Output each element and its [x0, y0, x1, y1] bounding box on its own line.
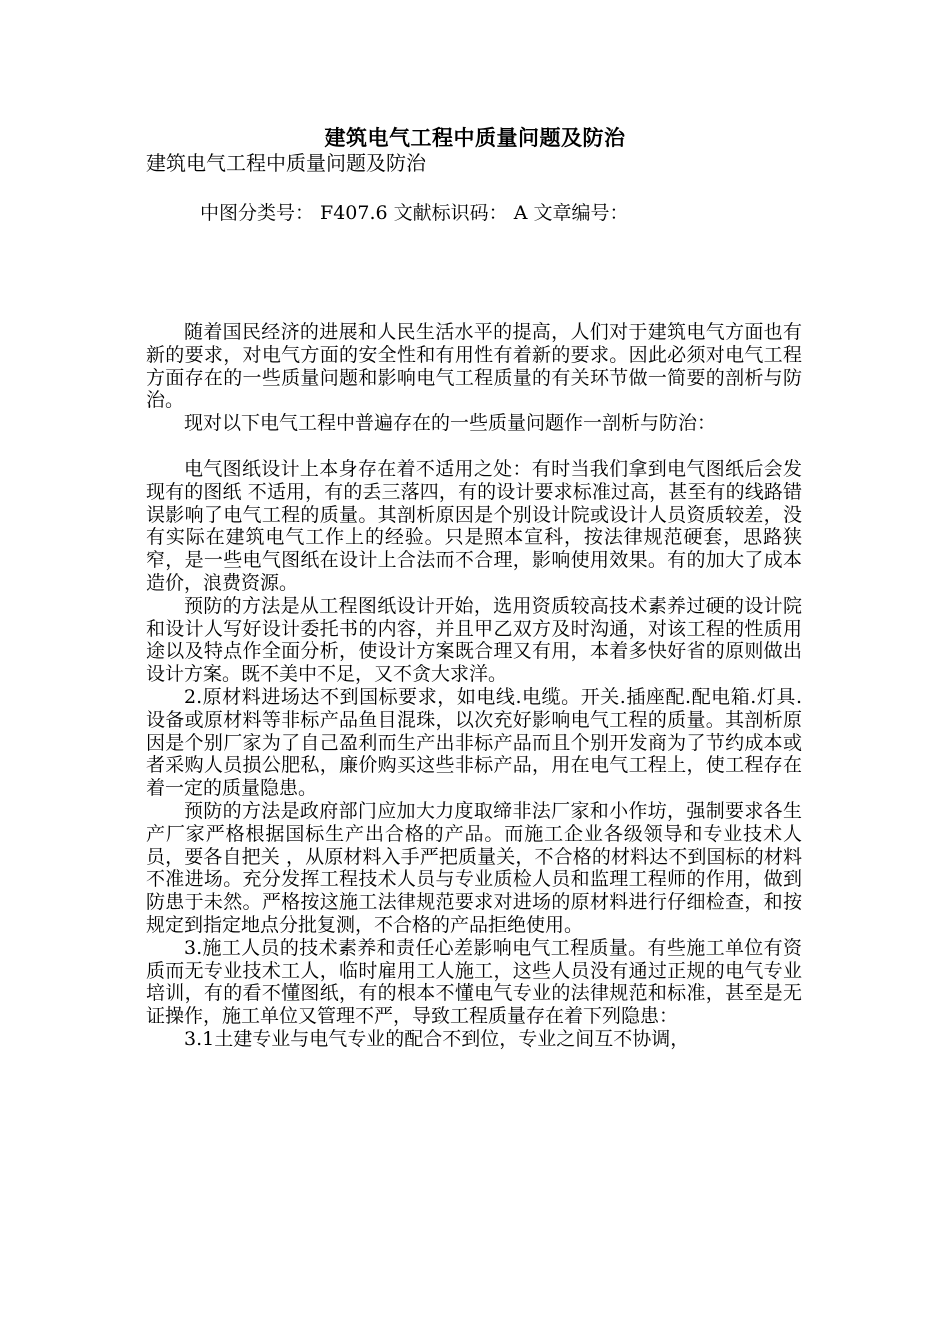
classification-line: 中图分类号： F407.6 文献标识码： A 文章编号： [200, 202, 629, 224]
paragraph: 现对以下电气工程中普遍存在的一些质量问题作一剖析与防治： [184, 412, 717, 435]
document-body [146, 321, 802, 1051]
paragraph: 随着国民经济的进展和人民生活水平的提高，人们对于建筑电气方面也有新的要求，对电气方面的安全性和有用性有着新的要求。因此必须对电气工程方面存在的一些质量问题和影响电气工程质量的有关环节做一简要的剖析与防治。 [146, 321, 802, 412]
paragraph: 3.施工人员的技术素养和责任心差影响电气工程质量。有些施工单位有资质而无专业技术工人，临时雇用工人施工，这些人员没有通过正规的电气专业培训，有的看不懂图纸，有的根本不懂电气专业的法律规范和标准，甚至是无证操作，施工单位又管理不严，导致工程质量存在着下列隐患： [146, 936, 802, 1028]
paragraph: 预防的方法是政府部门应加大力度取缔非法厂家和小作坊，强制要求各生产厂家严格根据国标生产出合格的产品。而施工企业各级领导和专业技术人员，要各自把关 ，从原材料入手严把质量关，不合格的材料达不到国标的材料不准进场。充分发挥工程技术人员与专业质检人员和监理工程师的作用，做到防患于未然。严格按这施工法律规范要求对进场的原材料进行仔细检查，和按规定到指定地点分批复测，不合格的产品拒绝使用。 [146, 799, 802, 936]
document-title: 建筑电气工程中质量问题及防治 [324, 125, 626, 150]
paragraph: 2.原材料进场达不到国标要求，如电线.电缆。开关.插座配.配电箱.灯具.设备或原材料等非标产品鱼目混珠，以次充好影响电气工程的质量。其剖析原因是个别厂家为了自己盈利而生产出非标产品而且个别开发商为了节约成本或者采购人员损公肥私，廉价购买这些非标产品，用在电气工程上，使工程存在着一定的质量隐患。 [146, 685, 802, 800]
paragraph: 3.1土建专业与电气专业的配合不到位，专业之间互不协调， [184, 1027, 690, 1050]
paragraph: 预防的方法是从工程图纸设计开始，选用资质较高技术素养过硬的设计院和设计人写好设计委托书的内容，并且甲乙双方及时沟通，对该工程的性质用途以及特点作全面分析，使设计方案既合理又有用，本着多快好省的原则做出设计方案。既不美中不足，又不贪大求洋。 [146, 594, 802, 686]
paragraph: 电气图纸设计上本身存在着不适用之处：有时当我们拿到电气图纸后会发现有的图纸 不适用，有的丢三落四，有的设计要求标准过高，甚至有的线路错误影响了电气工程的质量。其剖析原因是个别设计院或设计人员资质较差，没有实际在建筑电气工作上的经验。只是照本宣科，按法律规范硬套，思路狭窄，是一些电气图纸在设计上合法而不合理，影响使用效果。有的加大了成本造价，浪费资源。 [146, 457, 802, 594]
document-subtitle: 建筑电气工程中质量问题及防治 [146, 151, 426, 175]
